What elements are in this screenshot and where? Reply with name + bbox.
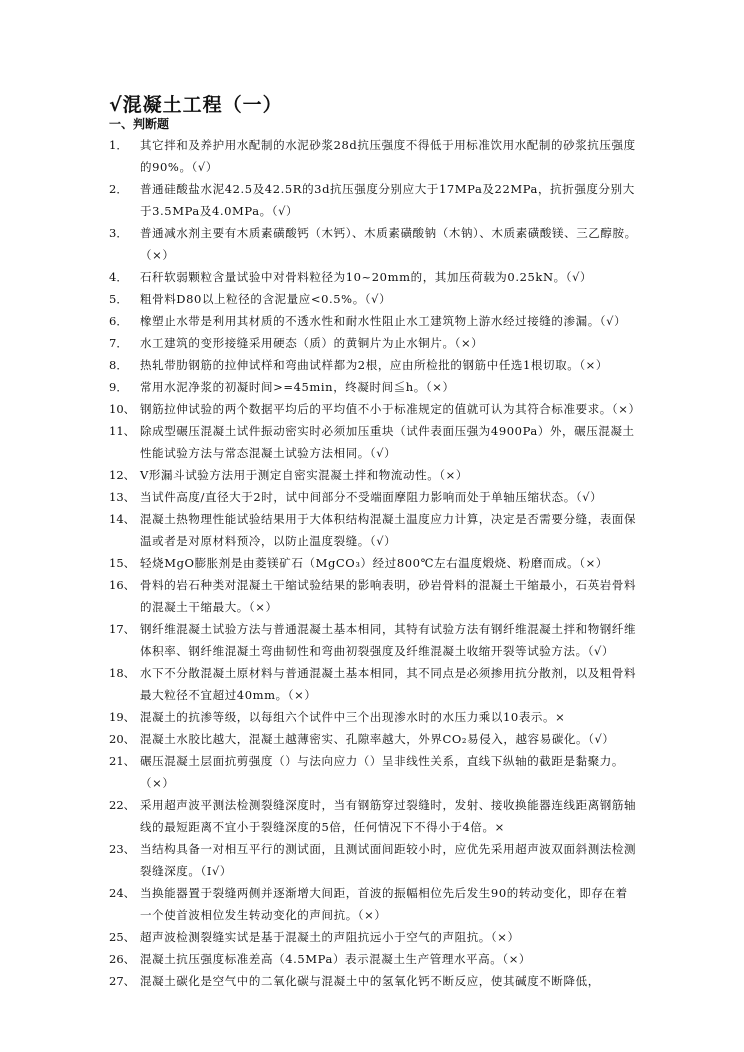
item-number: 14、: [109, 512, 136, 526]
item-text: 混凝土抗压强度标准差高（4.5MPa）表示混凝土生产管理水平高。（×）: [140, 952, 532, 966]
list-item: [109, 794, 639, 838]
item-number: 2．: [109, 182, 128, 196]
list-item: [109, 574, 639, 618]
item-text: 钢筋拉伸试验的两个数据平均后的平均值不小于标准规定的值就可认为其符合标准要求。（×）: [140, 402, 641, 416]
item-text: 轻烧MgO膨胀剂是由菱镁矿石（MgCO₃）经过800℃左右温度煅烧、粉磨而成。（×）: [140, 556, 608, 570]
item-text: 碾压混凝土层面抗剪强度（）与法向应力（）呈非线性关系，直线下纵轴的截距是黏聚力。（×）: [140, 754, 624, 790]
item-text: 常用水泥净浆的初凝时间>=45min，终凝时间≦h。（×）: [140, 380, 455, 394]
list-item: [109, 178, 639, 222]
list-item: [109, 662, 639, 706]
list-item: [109, 926, 639, 948]
question-list: [109, 134, 639, 992]
item-text: 普通减水剂主要有木质素磺酸钙（木钙）、木质素磺酸钠（木钠）、木质素磺酸镁、三乙醇胺。（×）: [140, 226, 637, 262]
item-number: 12、: [109, 468, 136, 482]
list-item: [109, 838, 639, 882]
list-item: [109, 420, 639, 464]
list-item: [109, 486, 639, 508]
item-text: 粗骨料D80以上粒径的含泥量应<0.5%。（√）: [140, 292, 392, 306]
item-text: 橡塑止水带是利用其材质的不透水性和耐水性阻止水工建筑物上游水经过接缝的渗漏。（√）: [140, 314, 627, 328]
list-item: [109, 376, 639, 398]
list-item: [109, 354, 639, 376]
list-item: [109, 970, 639, 992]
item-number: 26、: [109, 952, 136, 966]
item-number: 8．: [109, 358, 128, 372]
item-number: 21、: [109, 754, 136, 768]
item-text: 水工建筑的变形接缝采用硬态（质）的黄铜片为止水铜片。（×）: [140, 336, 484, 350]
item-number: 17、: [109, 622, 136, 636]
item-text: 当换能器置于裂缝两侧并逐渐增大间距，首波的振幅相位先后发生90的转动变化，即存在着一个使首波相位发生转动变化的声间抗。（×）: [140, 886, 628, 922]
item-text: 混凝土水胶比越大，混凝土越薄密实、孔隙率越大，外界CO₂易侵入，越容易碳化。（√）: [140, 732, 615, 746]
item-text: 混凝土热物理性能试验结果用于大体积结构混凝土温度应力计算，决定是否需要分缝，表面保温或者是对原材料预冷，以防止温度裂缝。（√）: [140, 512, 637, 548]
item-text: 超声波检测裂缝实试是基于混凝土的声阻抗远小于空气的声阻抗。（×）: [140, 930, 520, 944]
list-item: [109, 706, 639, 728]
item-number: 11、: [109, 424, 136, 438]
list-item: [109, 464, 639, 486]
list-item: [109, 948, 639, 970]
item-text: 当结构具备一对相互平行的测试面，且测试面间距较小时，应优先采用超声波双面斜测法检测裂缝深度。（I√）: [140, 842, 637, 878]
list-item: [109, 618, 639, 662]
list-item: [109, 728, 639, 750]
item-number: 23、: [109, 842, 136, 856]
item-number: 1．: [109, 138, 128, 152]
item-text: 除成型碾压混凝土试件振动密实时必须加压重块（试件表面压强为4900Pa）外，碾压混凝土性能试验方法与常态混凝土试验方法相同。（√）: [140, 424, 635, 460]
item-number: 3．: [109, 226, 128, 240]
list-item: [109, 310, 639, 332]
item-number: 18、: [109, 666, 136, 680]
item-text: 采用超声波平测法检测裂缝深度时，当有钢筋穿过裂缝时，发射、接收换能器连线距离钢筋轴线的最短距离不宜小于裂缝深度的5倍，任何情况下不得小于4倍。×: [140, 798, 637, 834]
item-number: 4．: [109, 270, 128, 284]
item-number: 15、: [109, 556, 136, 570]
item-number: 20、: [109, 732, 136, 746]
list-item: [109, 882, 639, 926]
item-number: 22、: [109, 798, 136, 812]
item-text: 混凝土的抗渗等级，以每组六个试件中三个出现渗水时的水压力乘以10表示。×: [140, 710, 566, 724]
item-text: 热轧带肋钢筋的拉伸试样和弯曲试样都为2根，应由所检批的钢筋中任选1根切取。（×）: [140, 358, 609, 372]
list-item: [109, 134, 639, 178]
list-item: [109, 508, 639, 552]
list-item: [109, 222, 639, 266]
list-item: [109, 266, 639, 288]
section-heading: 一、判断题: [109, 117, 170, 131]
item-number: 27、: [109, 974, 136, 988]
item-number: 7．: [109, 336, 128, 350]
item-number: 10、: [109, 402, 136, 416]
item-number: 13、: [109, 490, 136, 504]
item-text: 其它拌和及养护用水配制的水泥砂浆28d抗压强度不得低于用标准饮用水配制的砂浆抗压强度的90%。（√）: [140, 138, 636, 174]
list-item: [109, 552, 639, 574]
item-number: 25、: [109, 930, 136, 944]
list-item: [109, 288, 639, 310]
item-text: 混凝土碳化是空气中的二氧化碳与混凝土中的氢氧化钙不断反应，使其碱度不断降低，: [140, 974, 600, 988]
item-text: 骨料的岩石种类对混凝土干缩试验结果的影响表明，砂岩骨料的混凝土干缩最小，石英岩骨料的混凝土干缩最大。（×）: [140, 578, 637, 614]
page-title: √混凝土工程（一）: [109, 94, 283, 116]
item-text: 普通硅酸盐水泥42.5及42.5R的3d抗压强度分别应大于17MPa及22MPa，抗折强度分别大于3.5MPa及4.0MPa。（√）: [140, 182, 635, 218]
item-text: 水下不分散混凝土原材料与普通混凝土基本相同，其不同点是必须掺用抗分散剂，以及粗骨料最大粒径不宜超过40mm。（×）: [140, 666, 637, 702]
item-number: 19、: [109, 710, 136, 724]
item-number: 24、: [109, 886, 136, 900]
item-text: V形漏斗试验方法用于测定自密实混凝土拌和物流动性。（×）: [140, 468, 468, 482]
item-number: 16、: [109, 578, 136, 592]
item-text: 石秆软弱颗粒含量试验中对骨料粒径为10~20mm的，其加压荷载为0.25kN。（√）: [140, 270, 593, 284]
item-text: 钢纤维混凝土试验方法与普通混凝土基本相同，其特有试验方法有钢纤维混凝土拌和物钢纤维体积率、钢纤维混凝土弯曲韧性和弯曲初裂强度及纤维混凝土收缩开裂等试验方法。（√）: [140, 622, 637, 658]
list-item: [109, 332, 639, 354]
list-item: [109, 750, 639, 794]
item-number: 6．: [109, 314, 128, 328]
item-number: 9．: [109, 380, 128, 394]
list-item: [109, 398, 639, 420]
item-text: 当试件高度/直径大于2时，试中间部分不受端面摩阻力影响而处于单轴压缩状态。（√）: [140, 490, 603, 504]
item-number: 5．: [109, 292, 128, 306]
